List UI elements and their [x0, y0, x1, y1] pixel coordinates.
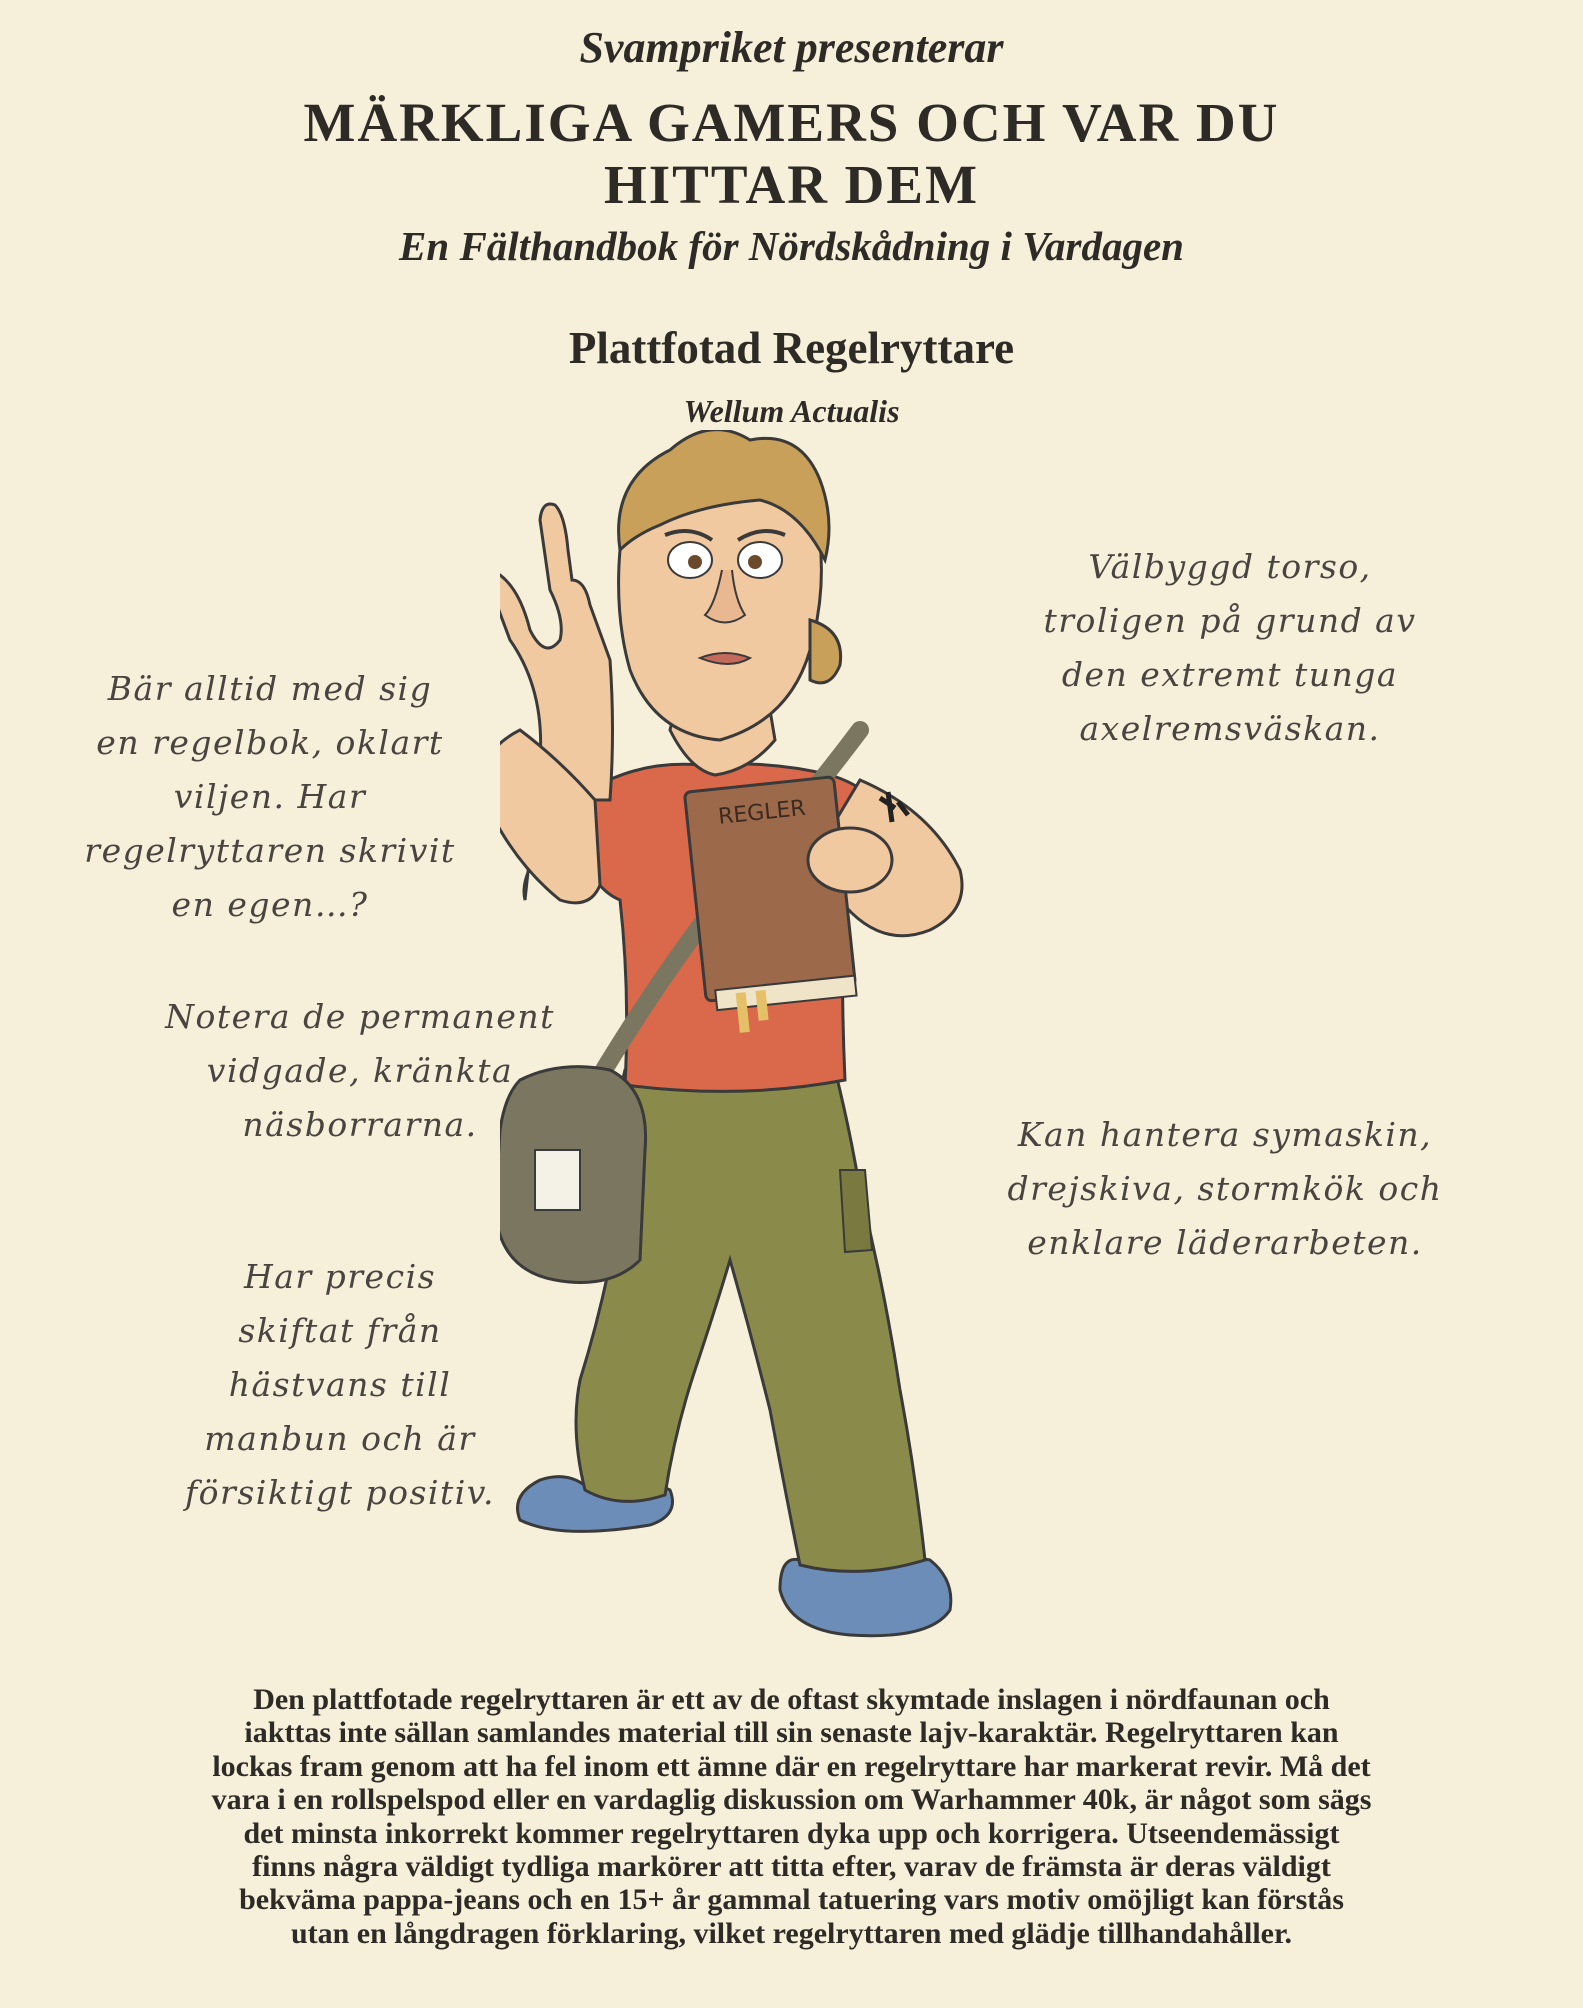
hand-on-book [808, 828, 892, 892]
note-rulebook [60, 662, 480, 932]
note-nostrils [140, 990, 580, 1152]
manbun [810, 620, 841, 683]
note-line: Kan hantera symaskin, [1017, 1115, 1433, 1154]
note-line: Välbyggd torso, [1088, 547, 1372, 586]
pants-pocket [840, 1170, 872, 1252]
bag-notepad [535, 1150, 580, 1210]
species-latin-name: Wellum Actualis [683, 393, 900, 429]
description-line: vara i en rollspelspod eller en vardaglig diskussion om Warhammer 40k, är något som sägs [211, 1783, 1372, 1817]
description-line: bekväma pappa-jeans och en 15+ år gammal tatuering vars motiv omöjligt kan förstås [239, 1883, 1344, 1917]
note-line: regelryttaren skrivit [84, 831, 456, 870]
note-line: Bär alltid med sig [107, 669, 433, 708]
note-line: den extremt tunga [1061, 655, 1399, 694]
note-line: drejskiva, stormkök och [1007, 1169, 1443, 1208]
note-line: Notera de permanent [165, 997, 555, 1036]
note-torso [1010, 540, 1450, 756]
note-line: vidgade, kränkta [206, 1051, 514, 1090]
kicker-text: Svampriket presenterar [579, 23, 1004, 72]
rulebook-label: REGLER [717, 795, 807, 830]
description-line: iakttas inte sällan samlandes material till sin senaste lajv-karaktär. Regelryttaren kan [244, 1716, 1339, 1750]
note-line: Har precis [243, 1257, 437, 1296]
note-line: axelremsväskan. [1079, 709, 1381, 748]
description-line: utan en långdragen förklaring, vilket regelryttaren med glädje tillhandahåller. [290, 1916, 1293, 1950]
note-line: troligen på grund av [1043, 601, 1417, 640]
species-name: Plattfotad Regelryttare [568, 323, 1015, 373]
note-line: näsborrarna. [242, 1105, 478, 1144]
description-line: lockas fram genom att ha fel inom ett ämne där en regelryttare har markerat revir. Må det [212, 1749, 1371, 1783]
note-line: enklare läderarbeten. [1027, 1223, 1423, 1262]
description-paragraph [40, 1683, 1543, 1950]
note-line: försiktigt positiv. [184, 1473, 496, 1512]
description-line: finns några väldigt tydliga markörer att titta efter, varav de främsta är deras väldigt [252, 1850, 1331, 1884]
right-pupil [748, 555, 762, 569]
left-pupil [688, 555, 702, 569]
note-line: hästvans till [228, 1365, 452, 1404]
note-hairstyle [160, 1250, 520, 1520]
rulebook [684, 777, 859, 1036]
note-line: en regelbok, oklart [96, 723, 444, 762]
note-line: skiftat från [238, 1311, 442, 1350]
description-line: Den plattfotade regelryttaren är ett av de oftast skymtade inslagen i nördfaunan och [253, 1683, 1330, 1716]
page-title [0, 92, 1583, 216]
title-line-1: MÄRKLIGA GAMERS OCH VAR DU [303, 92, 1280, 153]
title-line-2: HITTAR DEM [604, 154, 979, 215]
note-line: viljen. Har [173, 777, 367, 816]
note-line: manbun och är [204, 1419, 476, 1458]
description-line: det minsta inkorrekt kommer regelryttaren dyka upp och korrigera. Utseendemässigt [243, 1816, 1340, 1850]
page-subtitle: En Fälthandbok för Nördskådning i Vardagen [399, 223, 1184, 269]
note-line: en egen…? [171, 885, 369, 924]
note-skills [980, 1108, 1470, 1270]
